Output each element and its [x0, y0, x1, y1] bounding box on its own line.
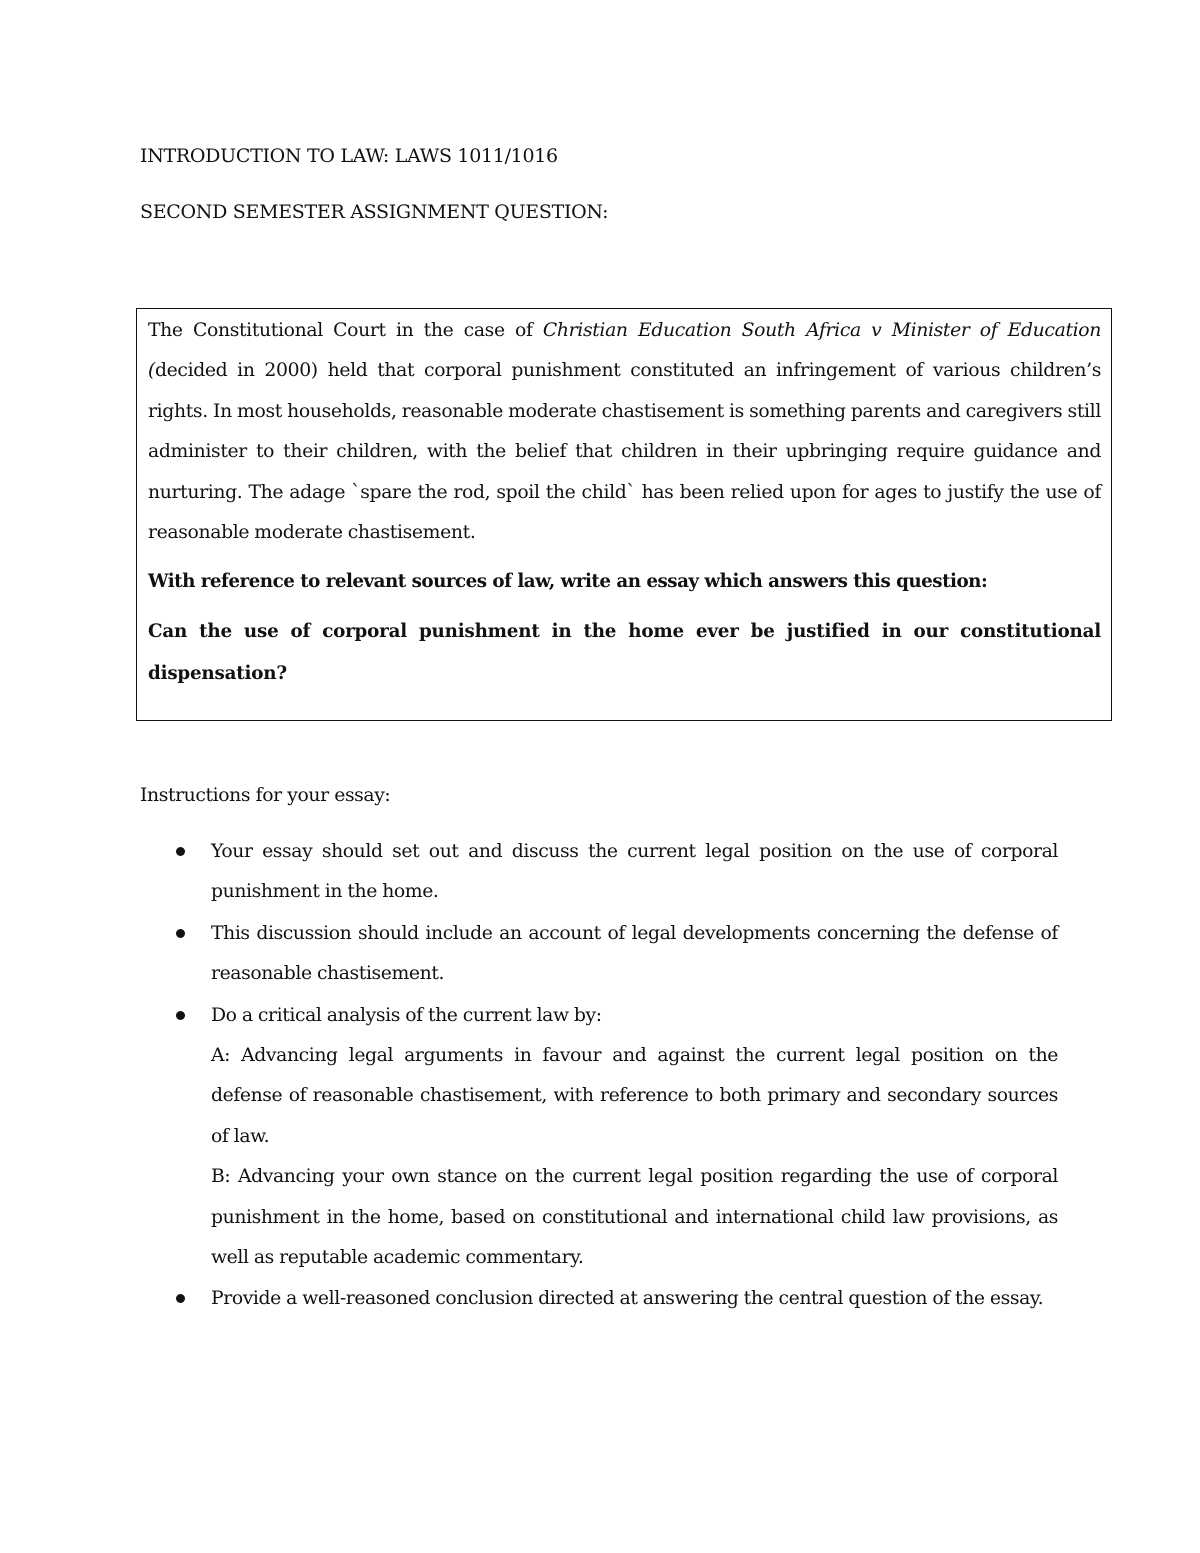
- list-item: [0, 996, 1058, 1279]
- bullet-icon: [176, 929, 185, 938]
- assignment-question-box: [136, 308, 1112, 721]
- question-context-paragraph: [148, 311, 1101, 553]
- bullet-icon: [176, 1011, 185, 1020]
- context-prefix: The Constitutional Court in the case of: [148, 320, 543, 341]
- case-name: Christian Education South Africa v Minister of Education: [542, 320, 1102, 341]
- bullet-icon: [176, 1294, 185, 1303]
- list-item: [0, 914, 1058, 995]
- instruction-subpoint-b: B: Advancing your own stance on the current legal position regarding the use of corporal punishment in the home, based on constitutional and international child law provisions, as well as reputable academic commentary.: [211, 1166, 1058, 1269]
- bullet-icon: [176, 847, 185, 856]
- document-subtitle: SECOND SEMESTER ASSIGNMENT QUESTION:: [140, 201, 609, 223]
- instruction-text: Do a critical analysis of the current law by:: [211, 1004, 602, 1026]
- essay-instruction: With reference to relevant sources of law, write an essay which answers this question:: [148, 571, 988, 593]
- instructions-list: [0, 832, 1200, 1320]
- document-title: INTRODUCTION TO LAW: LAWS 1011/1016: [140, 145, 558, 167]
- context-open-paren: (: [148, 360, 155, 382]
- instruction-subpoint-a: A: Advancing legal arguments in favour and against the current legal position on the defense of reasonable chastisement, with reference to both primary and secondary sources of law.: [211, 1045, 1058, 1147]
- instruction-text: This discussion should include an account of legal developments concerning the defense of reasonable chastisement.: [211, 922, 1058, 985]
- instructions-heading: Instructions for your essay:: [140, 785, 391, 806]
- essay-question: Can the use of corporal punishment in the home ever be justified in our constitutional dispensation?: [148, 621, 1101, 685]
- list-item: [0, 832, 1058, 913]
- context-rest: decided in 2000) held that corporal punishment constituted an infringement of various children’s rights. In most households, reasonable moderate chastisement is something parents and caregivers still administer to their children, with the belief that children in their upbringing require guidance and nurturing. The adage `spare the rod, spoil the child` has been relied upon for ages to justify the use of reasonable moderate chastisement.: [148, 360, 1101, 544]
- instruction-text: Your essay should set out and discuss the current legal position on the use of corporal punishment in the home.: [211, 841, 1058, 903]
- instruction-text: Provide a well-reasoned conclusion directed at answering the central question of the essay.: [211, 1288, 1044, 1310]
- list-item: [0, 1279, 1058, 1319]
